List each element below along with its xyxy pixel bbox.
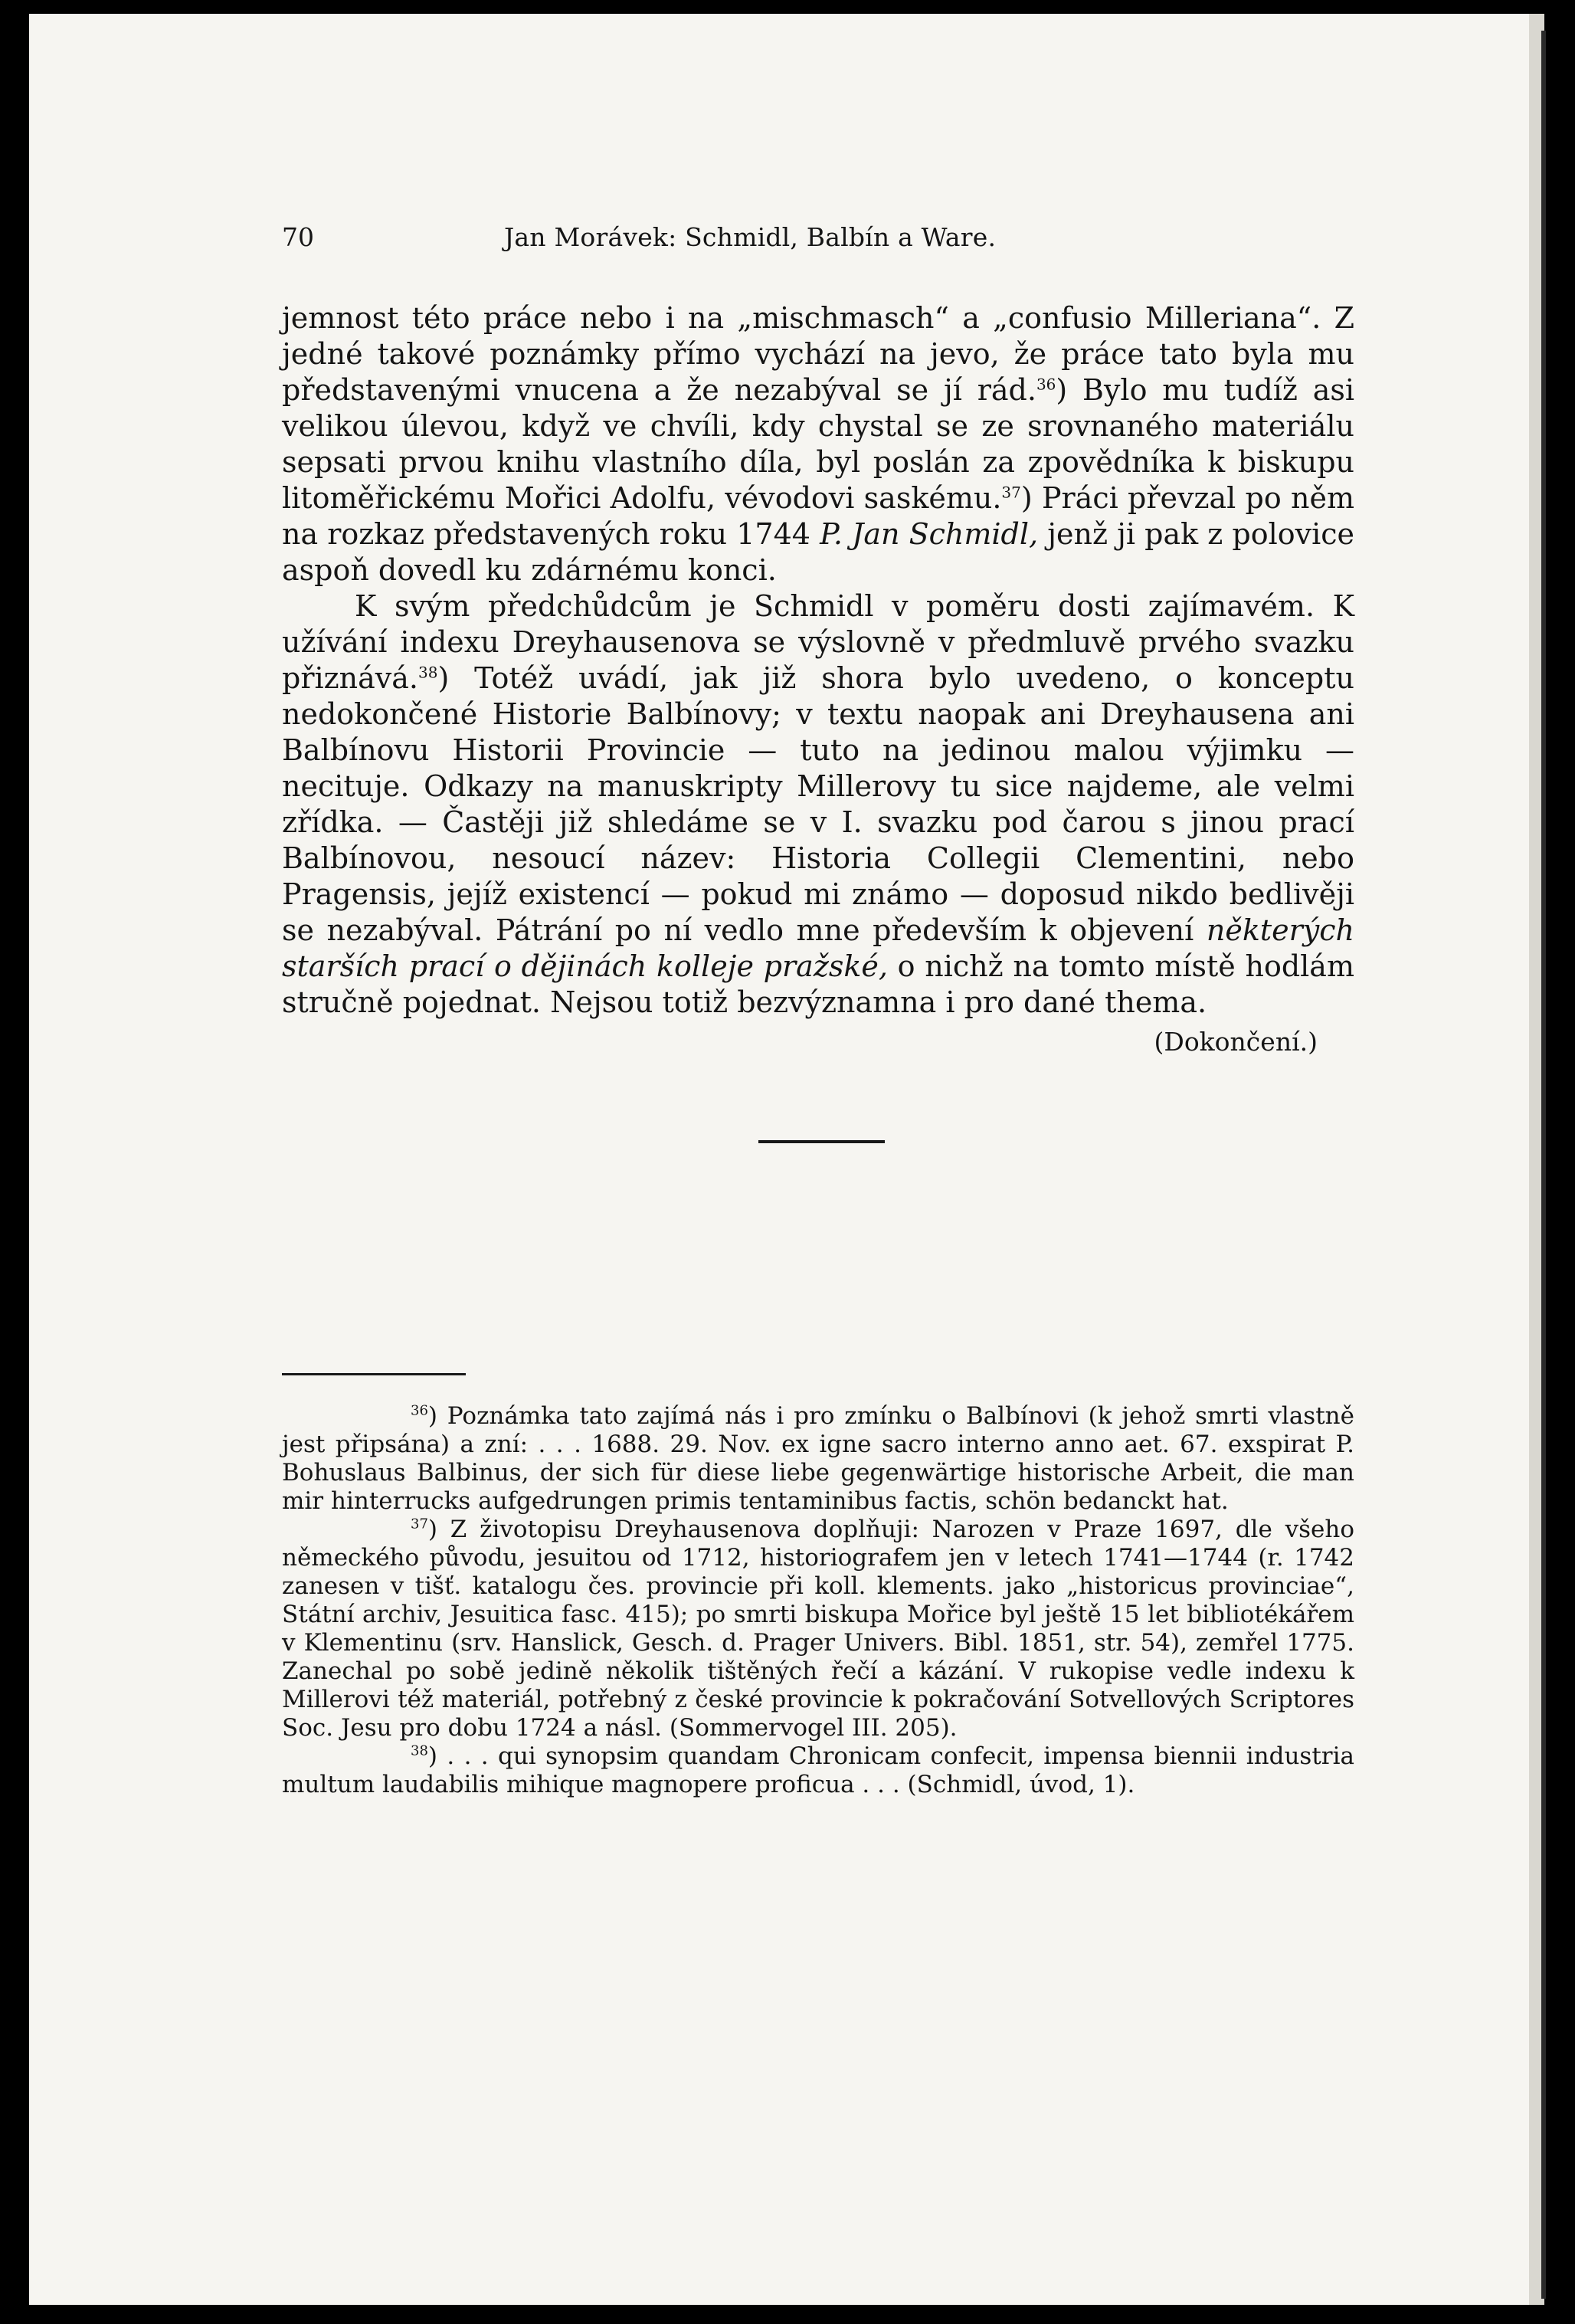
paragraph-text: ) Bylo mu tudíž asi velikou úlevou, když ve chvíli, kdy chystal se ze srovnaného materiálu sepsati prvou knihu vlastního díla, byl poslán za zpovědníka k biskupu litoměřickému Mořici Adolfu, vévodovi saskému. bbox=[282, 373, 1355, 515]
emphasis-text: některých starších prací o dějinách kolleje pražské, bbox=[282, 913, 1354, 983]
footnote-37 bbox=[282, 1516, 1354, 1742]
binding-line bbox=[1541, 31, 1546, 2299]
footnote-ref-38: 38 bbox=[418, 663, 438, 682]
section-divider bbox=[758, 1140, 885, 1143]
paragraph-text: o nichž na tomto místě hodlám stručně pojednat. Nejsou totiž bezvýznamna i pro dané thema. bbox=[282, 949, 1354, 1019]
footnotes bbox=[282, 1402, 1354, 1799]
footnote-marker: 38 bbox=[411, 1742, 428, 1759]
footnote-ref-36: 36 bbox=[1036, 375, 1056, 394]
paragraph-text: K svým předchůdcům je Schmidl v poměru dosti zajímavém. K užívání indexu Dreyhausenova se výslovně v předmluvě prvého svazku přiznává. bbox=[282, 589, 1354, 695]
page-number: 70 bbox=[282, 222, 314, 252]
paragraph-2 bbox=[282, 588, 1354, 1021]
paragraph-text: ) Totéž uvádí, jak již shora bylo uvedeno, o konceptu nedokončené Historie Balbínovy; v textu naopak ani Dreyhausena ani Balbínovu Historii Provincie — tuto na jedinou malou výjimku — necituje. Odkazy na manuskripty Millerovy tu sice najdeme, ale velmi zřídka. — Častěji již shledáme se v I. svazku pod čarou s jinou prací Balbínovou, nesoucí název: Historia Collegii Clementini, nebo Pragensis, jejíž existencí — pokud mi známo — doposud nikdo bedlivěji se nezabýval. Pátrání po ní vedlo mne především k objevení bbox=[282, 661, 1354, 947]
running-title: Jan Morávek: Schmidl, Balbín a Ware. bbox=[504, 222, 997, 252]
body-text bbox=[282, 300, 1354, 1060]
footnote-marker: 37 bbox=[411, 1516, 428, 1532]
footnote-36 bbox=[282, 1402, 1354, 1516]
footnote-38 bbox=[282, 1742, 1354, 1799]
footnote-text: ) Poznámka tato zajímá nás i pro zmínku o Balbínovi (k jehož smrti vlastně jest připsána) a zní: . . . 1688. 29. Nov. ex igne sacro interno anno aet. 67. exspirat P. Bohuslaus Balbinus, der sich für diese liebe gegenwärtige historische Arbeit, die man mir hinterrucks aufgedrungen primis tentaminibus factis, schön bedanckt hat. bbox=[282, 1402, 1354, 1515]
author-name: P. Jan Schmidl, bbox=[820, 517, 1039, 551]
page-content bbox=[282, 222, 1354, 1799]
footnote-ref-37: 37 bbox=[1001, 483, 1021, 502]
paragraph-text: ) Práci převzal po něm na rozkaz představených roku 1744 bbox=[282, 481, 1354, 551]
paragraph-1 bbox=[282, 300, 1354, 588]
paragraph-text: jemnost této práce nebo i na „mischmasch“ a „confusio Milleriana“. Z jedné takové poznámky přímo vychází na jevo, že práce tato byla mu představenými vnucena a že nezabýval se jí rád. bbox=[282, 301, 1354, 407]
footnote-text: ) . . . qui synopsim quandam Chronicam confecit, impensa biennii industria multum laudabilis mihique magnopere proficua . . . (Schmidl, úvod, 1). bbox=[282, 1742, 1354, 1798]
footnote-marker: 36 bbox=[411, 1402, 428, 1419]
footnote-rule bbox=[282, 1373, 466, 1375]
paragraph-text: jenž ji pak z polovice aspoň dovedl ku zdárnému konci. bbox=[282, 517, 1355, 587]
continuation-note: (Dokončení.) bbox=[1154, 1027, 1318, 1057]
page-header bbox=[282, 222, 1354, 268]
footnote-text: ) Z životopisu Dreyhausenova doplňuji: Narozen v Praze 1697, dle všeho německého původu, jesuitou od 1712, historiografem jen v letech 1741—1744 (r. 1742 zanesen v tišť. katalogu čes. provincie při koll. klements. jako „historicus provinciae“, Státní archiv, Jesuitica fasc. 415); po smrti biskupa Mořice byl ještě 15 let bibliotékářem v Klementinu (srv. Hanslick, Gesch. d. Prager Univers. Bibl. 1851, str. 54), zemřel 1775. Zanechal po sobě jedině několik tištěných řečí a kázání. V rukopise vedle indexu k Millerovi též materiál, potřebný z české provincie k pokračování Sotvellových Scriptores Soc. Jesu pro dobu 1724 a násl. (Sommervogel III. 205). bbox=[282, 1516, 1354, 1742]
